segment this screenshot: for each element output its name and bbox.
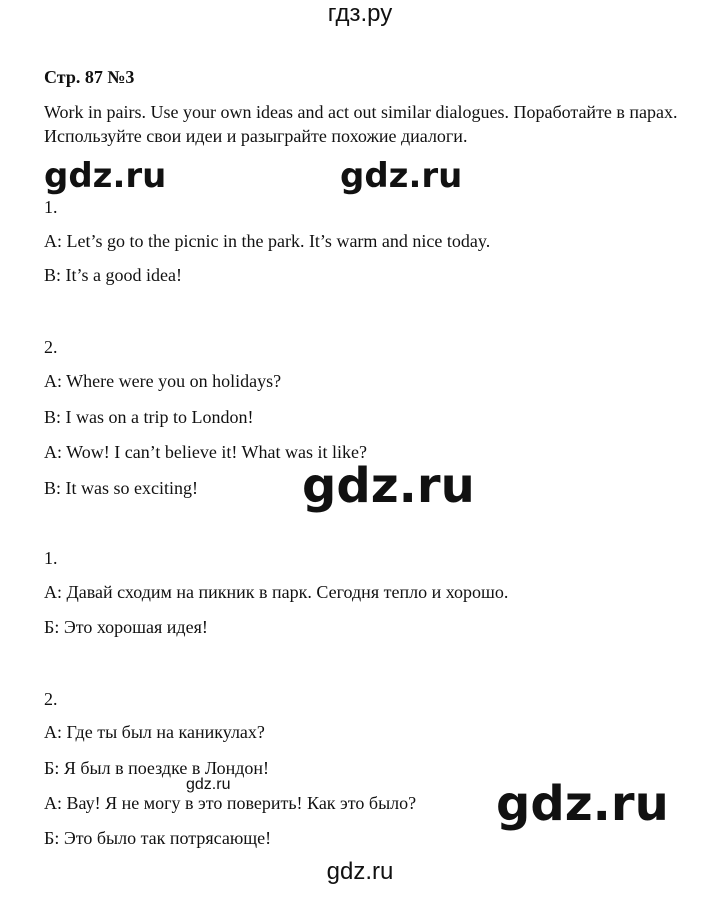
task-instruction: Work in pairs. Use your own ideas and act out similar dialogues. Поработайте в парах. Используйте свои идеи и разыграйте похожие диалоги. [44,102,678,146]
dialogue-line: Б: Это хорошая идея! [44,617,208,637]
watermark-2: gdz.ru [340,156,463,196]
dialogue-line: А: Вау! Я не могу в это поверить! Как это было? [44,793,417,813]
footer-site-name: gdz.ru [326,858,394,885]
dialogue-line: A: Let’s go to the picnic in the park. It’s warm and nice today. [44,231,491,251]
dialogue-line: А: Давай сходим на пикник в парк. Сегодня тепло и хорошо. [44,582,509,602]
dialogue-ru-2-number: 2. [44,689,58,709]
header-site-name: гдз.ру [327,0,393,27]
watermark-5: gdz.ru [186,776,231,793]
page-title: Стр. 87 №3 [44,67,135,87]
dialogue-line: A: Wow! I can’t believe it! What was it like? [44,442,367,462]
dialogue-ru-1-number: 1. [44,548,58,568]
dialogue-line: B: I was on a trip to London! [44,407,254,427]
dialogue-line: B: It was so exciting! [44,478,198,498]
dialogue-line: B: It’s a good idea! [44,265,182,285]
dialogue-line: Б: Это было так потрясающе! [44,828,272,848]
watermark-4: gdz.ru [496,776,669,832]
watermark-3: gdz.ru [302,458,475,514]
dialogue-en-1-number: 1. [44,197,58,217]
dialogue-line: A: Where were you on holidays? [44,371,282,391]
dialogue-line: Б: Я был в поездке в Лондон! [44,758,270,778]
dialogue-line: А: Где ты был на каникулах? [44,722,265,742]
watermark-1: gdz.ru [44,156,167,196]
dialogue-en-2-number: 2. [44,337,58,357]
